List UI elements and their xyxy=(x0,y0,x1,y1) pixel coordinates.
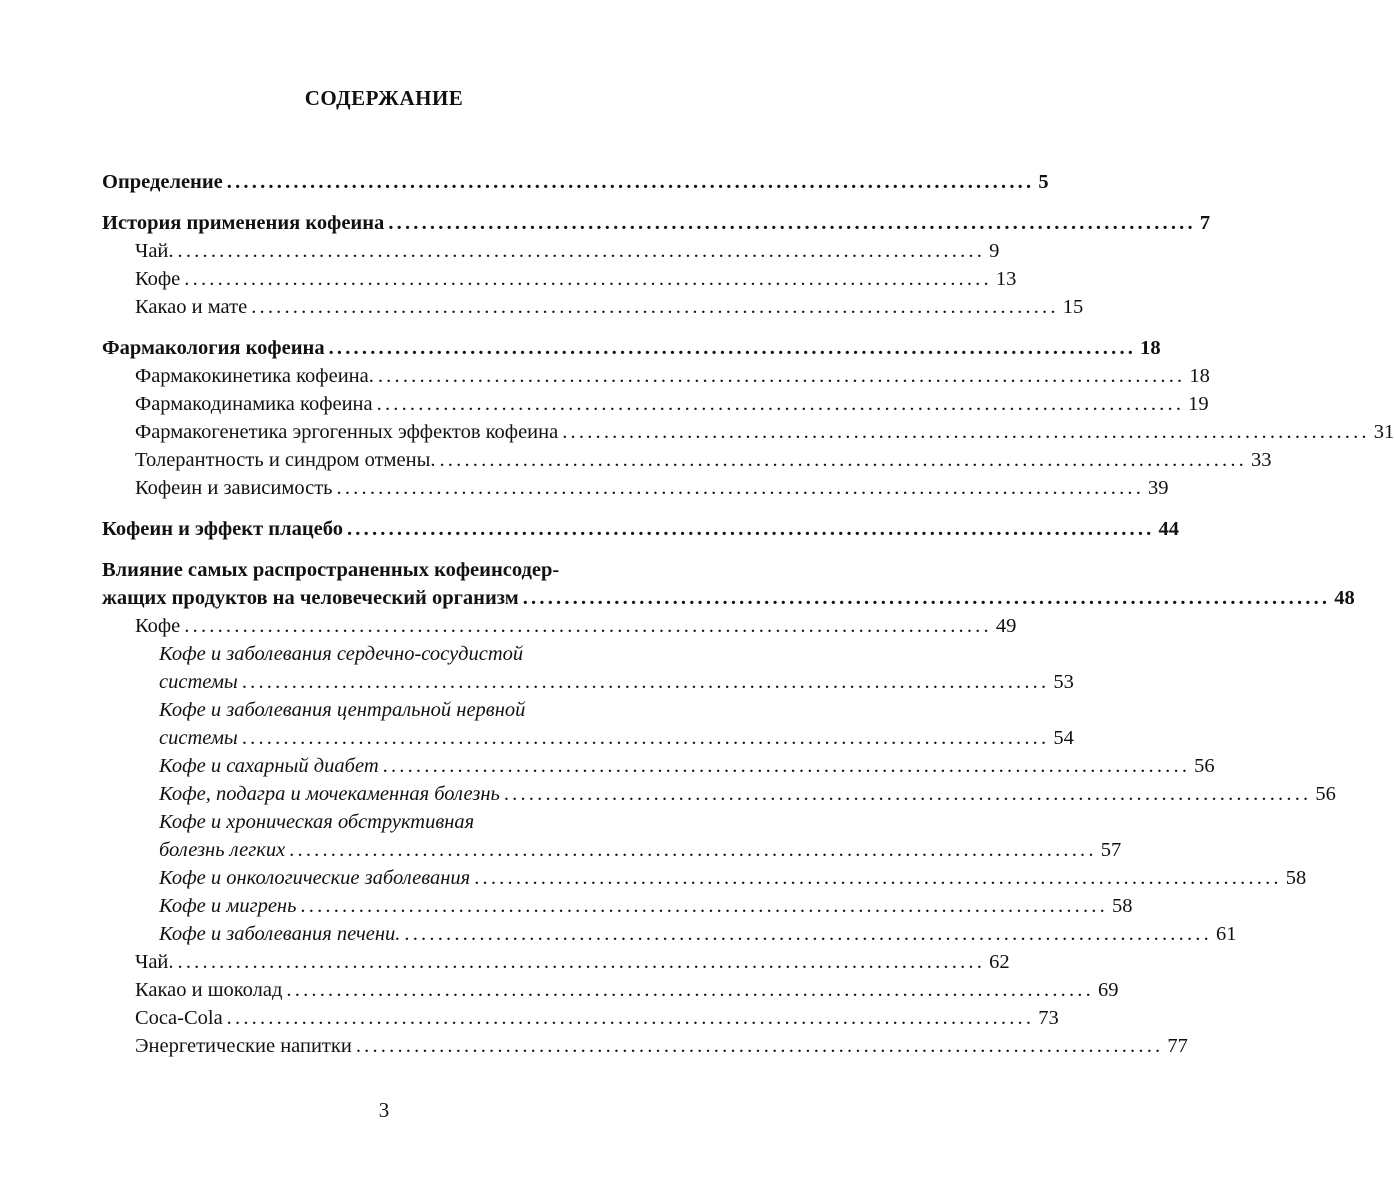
dot-leader: ................................................................................................. xyxy=(474,867,1282,889)
toc-entry-page: 18 xyxy=(1189,365,1210,387)
toc-subentry[interactable] xyxy=(102,237,1000,265)
toc-entry-page: 58 xyxy=(1111,895,1133,917)
toc-entry-label: Кофе и сахарный диабет xyxy=(159,755,379,777)
toc-entry[interactable] xyxy=(102,515,1180,543)
toc-entry-page: 62 xyxy=(989,951,1010,973)
toc-entry-page: 69 xyxy=(1097,979,1119,1001)
toc-entry-label: Какао и шоколад xyxy=(135,979,283,1001)
dot-leader: ................................................................................................. xyxy=(177,240,986,262)
toc-subentry[interactable] xyxy=(102,976,1119,1004)
toc-subsubentry[interactable] xyxy=(102,892,1133,920)
toc-entry-page: 9 xyxy=(989,240,1000,262)
toc-entry[interactable] xyxy=(102,168,1049,196)
toc-entry-page: 39 xyxy=(1148,477,1169,499)
toc-entry-page: 53 xyxy=(1053,671,1074,693)
toc-entry-page: 56 xyxy=(1194,755,1215,777)
toc-entry-label: Чай. xyxy=(135,240,174,262)
dot-leader: ................................................................................................. xyxy=(177,951,986,973)
toc-entry-page: 61 xyxy=(1215,923,1237,945)
toc-entry-label: Фармакокинетика кофеина. xyxy=(135,365,374,387)
toc-entry-label: системы xyxy=(159,671,238,693)
toc-entry-label: История применения кофеина xyxy=(102,212,385,234)
toc-subentry[interactable] xyxy=(102,1032,1188,1060)
dot-leader: ................................................................................................. xyxy=(241,727,1050,749)
dot-leader: ................................................................................................. xyxy=(328,337,1137,359)
toc-entry-label: болезнь легких xyxy=(159,839,286,861)
toc-subsubentry[interactable] xyxy=(102,752,1215,780)
toc-entry-label: Чай. xyxy=(135,951,174,973)
toc-subentry[interactable] xyxy=(102,293,1084,321)
toc-entry-page: 18 xyxy=(1140,337,1161,359)
toc-subentry[interactable] xyxy=(102,362,1210,390)
toc-entry-label-line1[interactable]: Кофе и заболевания центральной нервной xyxy=(159,699,526,721)
toc-subsubentry[interactable] xyxy=(102,780,1336,808)
toc-entry-label: Фармакология кофеина xyxy=(102,337,325,359)
toc-entry-label: Кофеин и эффект плацебо xyxy=(102,518,343,540)
dot-leader: ................................................................................................. xyxy=(184,615,992,637)
toc-entry-label: жащих продуктов на человеческий организм xyxy=(102,587,519,609)
dot-leader: ................................................................................................. xyxy=(376,393,1185,415)
toc-entry[interactable] xyxy=(102,584,1355,612)
dot-leader: ................................................................................................. xyxy=(226,171,1035,193)
toc-subentry[interactable] xyxy=(102,265,1017,293)
toc-entry-label: Энергетические напитки xyxy=(135,1035,352,1057)
toc-subentry[interactable] xyxy=(102,390,1209,418)
toc-subsubentry[interactable] xyxy=(102,864,1307,892)
toc-entry[interactable] xyxy=(102,209,1211,237)
toc-entry-page: 77 xyxy=(1167,1035,1188,1057)
dot-leader: ................................................................................................. xyxy=(382,755,1191,777)
dot-leader: ................................................................................................. xyxy=(336,477,1145,499)
dot-leader: ................................................................................................. xyxy=(289,839,1097,861)
toc-entry-label: Кофе и онкологические заболевания xyxy=(159,867,471,889)
toc-subentry[interactable] xyxy=(102,474,1169,502)
toc-entry-page: 48 xyxy=(1334,587,1355,609)
toc-entry-label: Фармакодинамика кофеина xyxy=(135,393,373,415)
toc-subentry[interactable] xyxy=(102,1004,1059,1032)
dot-leader: ................................................................................................. xyxy=(184,268,992,290)
dot-leader: ................................................................................................. xyxy=(241,671,1050,693)
toc-entry-label: системы xyxy=(159,727,238,749)
toc-entry-page: 33 xyxy=(1251,449,1272,471)
dot-leader: ................................................................................................. xyxy=(300,895,1108,917)
dot-leader: ................................................................................................. xyxy=(503,783,1312,805)
toc-subsubentry[interactable] xyxy=(102,724,1074,752)
toc-entry-label: Фармакогенетика эргогенных эффектов кофеина xyxy=(135,421,559,443)
page-title: СОДЕРЖАНИЕ xyxy=(304,86,464,110)
dot-leader: ................................................................................................. xyxy=(562,421,1370,443)
dot-leader: ................................................................................................. xyxy=(346,518,1155,540)
toc-entry-label: Кофеин и зависимость xyxy=(135,477,333,499)
dot-leader: ................................................................................................. xyxy=(439,449,1248,471)
toc-subsubentry[interactable] xyxy=(102,920,1237,948)
toc-entry-label-line1[interactable]: Кофе и хроническая обструктивная xyxy=(159,811,475,833)
dot-leader: ................................................................................................. xyxy=(286,979,1094,1001)
page-number: 3 xyxy=(378,1098,390,1122)
toc-entry-label: Кофе и заболевания печени. xyxy=(159,923,401,945)
toc-entry-page: 54 xyxy=(1053,727,1074,749)
toc-entry-page: 7 xyxy=(1199,212,1211,234)
dot-leader: ................................................................................................. xyxy=(226,1007,1035,1029)
toc-entry-page: 13 xyxy=(995,268,1017,290)
toc-subentry[interactable] xyxy=(102,418,1394,446)
toc-entry-page: 49 xyxy=(995,615,1017,637)
toc-entry-page: 57 xyxy=(1100,839,1122,861)
toc-entry-label: Кофе и мигрень xyxy=(159,895,297,917)
toc-subentry[interactable] xyxy=(102,612,1017,640)
toc-entry-label: Определение xyxy=(102,171,223,193)
dot-leader: ................................................................................................. xyxy=(355,1035,1164,1057)
toc-entry-page: 31 xyxy=(1373,421,1394,443)
toc-entry-label-line1[interactable]: Кофе и заболевания сердечно-сосудистой xyxy=(159,643,524,665)
toc-entry-page: 5 xyxy=(1038,171,1049,193)
toc-entry-page: 15 xyxy=(1062,296,1084,318)
toc-entry-page: 56 xyxy=(1315,783,1336,805)
table-of-contents xyxy=(102,168,1394,1060)
dot-leader: ................................................................................................. xyxy=(377,365,1186,387)
toc-subsubentry[interactable] xyxy=(102,836,1122,864)
toc-entry-page: 73 xyxy=(1038,1007,1059,1029)
dot-leader: ................................................................................................. xyxy=(251,296,1059,318)
toc-subentry[interactable] xyxy=(102,948,1010,976)
dot-leader: ................................................................................................. xyxy=(404,923,1212,945)
toc-entry-label: Кофе xyxy=(135,268,181,290)
toc-entry-page: 58 xyxy=(1285,867,1307,889)
toc-entry-label: Coca-Cola xyxy=(135,1007,223,1029)
toc-entry-page: 19 xyxy=(1188,393,1209,415)
dot-leader: ................................................................................................. xyxy=(522,587,1331,609)
toc-entry-label: Толерантность и синдром отмены. xyxy=(135,449,436,471)
toc-entry-label: Кофе xyxy=(135,615,181,637)
toc-subsubentry[interactable] xyxy=(102,668,1074,696)
toc-entry-page: 44 xyxy=(1158,518,1180,540)
toc-subentry[interactable] xyxy=(102,446,1272,474)
toc-entry[interactable] xyxy=(102,334,1161,362)
toc-entry-label-line1[interactable]: Влияние самых распространенных кофеинсодер- xyxy=(102,559,560,581)
dot-leader: ................................................................................................. xyxy=(388,212,1196,234)
toc-entry-label: Кофе, подагра и мочекаменная болезнь xyxy=(159,783,500,805)
toc-entry-label: Какао и мате xyxy=(135,296,248,318)
